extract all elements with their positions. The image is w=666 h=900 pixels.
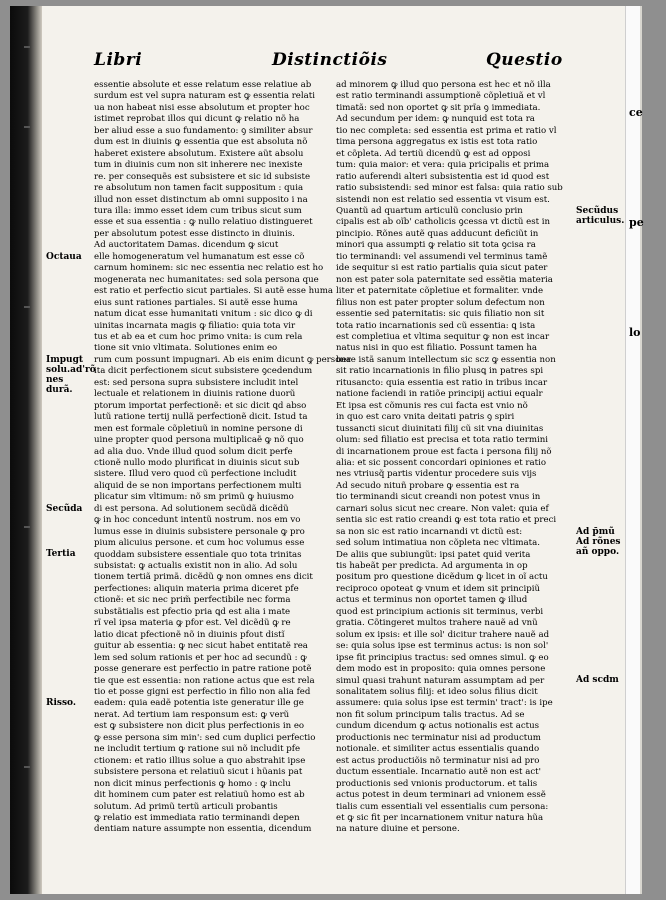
right-column-line: sed solum intimatiua non cõpleta nec vltimata.	[336, 538, 540, 549]
left-column-line: subsistere persona et relatiuũ sicut i hũanis pat	[94, 767, 303, 778]
right-column-line: minori qua assumpti ꝙ relatio sit tota ꝯcisa ra	[336, 240, 536, 251]
left-column-line: esse et sua essentia : ꝙ nullo relatiuo distingueret	[94, 217, 313, 228]
left-column-line: subsistat: ꝙ actualis existit non in alio. Ad solu	[94, 561, 298, 572]
right-column-line: sistendi non est relatio sed essentia vt visum est.	[336, 194, 550, 205]
left-column-line: per absolutum potest esse distincto in diuinis.	[94, 228, 295, 239]
right-column-line: ductum essentiale. Incarnatio autẽ non est act'	[336, 767, 541, 778]
right-column-line: tussancti sicut diuinitati filij cũ sit vna diuinitas	[336, 423, 544, 434]
left-column-line: essentie absolute et esse relatum esse relatiue ab	[94, 80, 312, 90]
right-column-line: et ꝙ sic fit per incarnationem vnitur natura hũa	[336, 813, 544, 823]
right-column-line: ide sequitur si est ratio partialis quia sicut pater	[336, 263, 548, 274]
margin-note: Ad p̄mũ Ad rõnes añ oppo.	[576, 526, 621, 557]
left-column-line: tio et posse gigni est perfectio in filio non alia fed	[94, 687, 311, 698]
right-column-line: filius non est pater propter solum defectum non	[336, 297, 545, 308]
left-column-line: posse generare est perfectio in patre ratione potẽ	[94, 664, 312, 675]
right-column-line: notionale. et similiter actus essentialis quando	[336, 744, 540, 755]
left-column-line: ꝙ esse persona sim min': sed cum duplici perfectio	[94, 732, 316, 743]
right-column-line: tis habeãt per predicta. Ad argumenta in op	[336, 561, 528, 572]
right-column-line: ritusancto: quia essentia est ratio in tribus incar	[336, 377, 548, 388]
right-column-line: se: quia solus ipse est terminus actus: is non sol'	[336, 641, 549, 652]
right-column-line: alia: et sic possent concordari opiniones et ratio	[336, 457, 546, 468]
right-column-line: na nature diuine et persone.	[336, 824, 460, 835]
margin-note: Octaua	[46, 251, 82, 262]
right-column-line: non est pater sola paternitate sed essẽtia materia	[336, 274, 553, 285]
left-column-line: elle homogeneratum vel humanatum est esse cõ	[94, 251, 305, 262]
right-column-line: olum: sed filiatio est precisa et tota ratio termini	[336, 435, 548, 446]
left-column-line: lem sed solum rationis et per hoc ad secundũ : ꝙ	[94, 652, 307, 663]
right-column-line: gratia. Cõtingeret multos trahere nauẽ ad vnũ	[336, 618, 538, 629]
left-column-line: ꝙ relatio est immediata ratio terminandi depen	[94, 813, 300, 823]
right-column-line: tio terminandi sicut creandi non potest vnus in	[336, 492, 541, 503]
right-column-line: simul quasi trahunt naturam assumptam ad per	[336, 675, 545, 686]
left-column-line: rum cum possunt impugnari. Ab eis enim dicunt ꝙ persona	[94, 354, 352, 365]
header-right: Questio	[486, 50, 563, 70]
right-column-line: et cõpleta. Ad tertiũ dicendũ ꝙ est ad opposi	[336, 148, 531, 159]
right-column-line: positum pro questione dicẽdum ꝙ licet in oĩ actu	[336, 572, 548, 583]
left-column-line: est ꝙ subsistere non dicit plus perfectionis in eo	[94, 721, 305, 732]
header-left: Libri	[94, 50, 143, 70]
right-column-line: cipalis est ab oĩb' catholicis ꝯcessa vt dictũ est in	[336, 217, 551, 228]
right-column-line: nes vtriusq̃ partis videntur procedere suis vijs	[336, 469, 537, 480]
margin-note: Ad scdm	[576, 675, 619, 686]
right-column-line: Et ipsa est cõmunis res cui facta est vnio nõ	[336, 400, 528, 411]
left-column-line: tionem tertiã primã. dicẽdũ ꝙ non omnes ens dicit	[94, 572, 313, 583]
right-column-line: dem modo est in proposito: quia omnes persone	[336, 664, 546, 675]
left-column-line: Ad auctoritatem Damas. dicendum ꝙ sicut	[94, 240, 279, 251]
right-column-line: tio terminandi: vel assumendi vel terminus tamẽ	[336, 251, 548, 262]
right-column-line: actus et terminus non oportet tamen ꝙ illud	[336, 595, 528, 606]
edge-fragment: lo	[629, 326, 641, 339]
next-page-edge	[625, 6, 644, 894]
left-column-line: di est persona. Ad solutionem secũdã dicẽdũ	[94, 503, 289, 514]
left-column-line: ctionem: et ratio illius solue a quo abstrahit ipse	[94, 755, 306, 766]
right-column-line: Quantũ ad quartum articulũ conclusio prin	[336, 205, 523, 216]
left-column-line: uinitas incarnata magis ꝙ filiatio: quia tota vir	[94, 320, 296, 331]
left-column-line: dum est in diuinis ꝙ essentia que est absoluta nõ	[94, 137, 308, 148]
left-column-line: rĩ vel ipsa materia ꝙ pfor est. Vel dicẽdũ ꝙ re	[94, 618, 291, 629]
right-column-line: sa non sic est ratio incarnandi vt dictũ est:	[336, 526, 523, 537]
left-column-line: sistere. Illud vero quod cũ perfectione includit	[94, 469, 297, 480]
left-column-line: substãtialis est pfectio pria ꝗd est alia i mate	[94, 606, 291, 617]
edge-fragment: ce	[629, 106, 643, 119]
left-column-line: men est formale cõpletiuũ in nomine persone di	[94, 423, 303, 434]
right-column-line: productionis sed vnionis productorum. et talis	[336, 778, 538, 789]
right-column-line: est completiua et vltima sequitur ꝙ non est incar	[336, 331, 550, 342]
right-column-line: tota ratio incarnationis sed cũ essentia: ꝗ ista	[336, 320, 536, 331]
right-column-line: sentia sic est ratio creandi ꝙ est tota ratio et preci	[336, 515, 557, 526]
right-column-line: non fit solum principum talis tractus. Ad se	[336, 709, 525, 720]
left-column-line: tum in diuinis cum non sit inherere nec inexiste	[94, 160, 303, 171]
right-column-line: sit ratio incarnationis in filio plusꝗ in patres spi	[336, 366, 544, 377]
left-column-line: tione sit vnio vltimata. Solutiones enim eo	[94, 343, 278, 354]
right-column-line: tima persona aggregatus ex istis est tota ratio	[336, 137, 538, 148]
right-column-line: est ratio terminandi assumptionẽ cõpletiuã et vl	[336, 91, 546, 102]
left-column-line: dentiam nature assumpte non essentia, dicendum	[94, 824, 312, 835]
left-column-line: latio dicat pfectionẽ nõ in diuinis pfout distĩ	[94, 629, 285, 640]
right-column-line: tio nec completa: sed essentia est prima et ratio vl	[336, 125, 557, 136]
margin-note: Impugt solu.ad'rõ nes durã.	[46, 354, 96, 395]
right-column-line: est actus productiõis nõ terminatur nisi ad pro	[336, 755, 540, 766]
left-column-line: lectuale et relationem in diuinis ratione duorũ	[94, 389, 296, 400]
right-column-line: ad minorem ꝙ illud quo persona est hec et nõ illa	[336, 80, 551, 90]
left-column-line: illud non esset distinctum ab omni supposito i na	[94, 194, 308, 205]
left-column-line: carnum hominem: sic nec essentia nec relatio est ho	[94, 263, 324, 274]
left-column-line: tura illa: immo esset idem cum tribus sicut sum	[94, 205, 302, 216]
left-column-line: aliquid de se non importans perfectionem multi	[94, 480, 302, 491]
left-column-line: non dicit minus perfectionis ꝙ homo : ꝙ inclu	[94, 778, 291, 789]
right-column-line: assumere: quia solus ipse est termin' tract': is ipe	[336, 698, 553, 709]
left-column-line: natum dicat esse humanitati vnitum : sic dico ꝙ di	[94, 309, 313, 320]
left-column-line: quoddam subsistere essentiale quo tota trinitas	[94, 549, 302, 560]
left-column-line: ctionẽ: et sic nec prim̃ perfectibile nec forma	[94, 595, 291, 606]
right-column-line: reciproco opoteat ꝙ vnum et idem sit principiũ	[336, 583, 541, 594]
left-column-line: plicatur sim vltimum: nõ sm primũ ꝙ huiusmo	[94, 492, 294, 503]
left-column-line: guitur ab essentia: ꝙ nec sicut habet entitatẽ rea	[94, 641, 308, 652]
text-column-left	[94, 80, 352, 836]
left-column-line: ita dicit perfectionem sicut subsistere ꝯcedendum	[94, 366, 313, 377]
right-column-line: productionis nec terminatur nisi ad productum	[336, 732, 541, 743]
left-column-line: surdum est vel supra naturam est ꝙ essentia relati	[94, 91, 315, 102]
left-column-line: istimet reprobat illos qui dicunt ꝙ relatio nõ ha	[94, 114, 300, 125]
right-column-line: pincipio. Rõnes autẽ quas adducunt deficiũt in	[336, 228, 539, 239]
right-column-line: Ad secundum per idem: ꝙ nunquid est tota ra	[336, 114, 535, 125]
right-column-line: solum ex ipsis: et ille sol' dicitur trahere nauẽ ad	[336, 629, 550, 640]
header-center: Distinctiõis	[272, 50, 388, 70]
right-column-line: quod est principium actionis sit terminus, verbi	[336, 606, 544, 617]
left-column-line: tie que est essentia: non ratione actus que est rela	[94, 675, 315, 686]
right-column-line: timatã: sed non oportet ꝙ sit prĩa ꝯ immediata.	[336, 102, 541, 113]
left-column-line: nerat. Ad tertium iam responsum est: ꝙ verũ	[94, 709, 290, 720]
left-column-line: dit hominem cum pater est relatiuũ homo est ab	[94, 790, 305, 801]
left-column-line: solutum. Ad primũ tertũ articuli probantis	[94, 801, 278, 812]
right-column-line: di incarnationem proue est facta i persona filij nõ	[336, 446, 552, 457]
left-column-line: ua non habeat nisi esse absolutum et propter hoc	[94, 102, 310, 113]
left-column-line: tus et ab ea et cum hoc primo vnita: is cum rela	[94, 331, 303, 342]
left-column-line: re. per consequẽs est subsistere et sic id subsiste	[94, 171, 311, 182]
right-column-line: ratio subsistendi: sed minor est falsa: quia ratio sub	[336, 183, 563, 194]
right-column-line: cundum dicendum ꝙ actus notionalis est actus	[336, 721, 540, 732]
margin-note: Risso.	[46, 698, 77, 709]
left-column-line: lutũ ratione tertij nullã perfectionẽ dicit. Istud ta	[94, 412, 308, 423]
right-column-line: in quo est caro vnita deitati patris ꝯ spiri	[336, 412, 515, 423]
left-column-line: ctionẽ nullo modo plurificat in diuinis sicut sub	[94, 457, 300, 468]
right-column-line: actus potest in deum terminari ad vnionem essẽ	[336, 790, 546, 801]
left-column-line: re absolutum non tamen facit suppositum : quia	[94, 183, 304, 194]
left-column-line: ad alia duo. Vnde illud quod solum dicit perfe	[94, 446, 293, 457]
left-column-line: uine propter quod persona multiplicaẽ ꝙ nõ quo	[94, 435, 304, 446]
right-column-line: natus nisi in quo est filiatio. Possunt tamen ha	[336, 343, 538, 354]
left-column-line: perfectiones: aliquin materia prima diceret pfe	[94, 583, 299, 594]
left-column-line: eadem: quia eadẽ potentia iste generatur ille ge	[94, 698, 304, 709]
right-column-line: tialis cum essentiali vel essentialis cum persona:	[336, 801, 549, 812]
left-column-line: lumus esse in diuinis subsistere personale ꝙ pro	[94, 526, 305, 537]
left-column-line: mogenerata nec humanitates: sed sola persona que	[94, 274, 319, 285]
book-page	[10, 6, 644, 894]
right-column-line: Ad secudo nituñ probare ꝙ essentia est ra	[336, 480, 520, 491]
left-column-line: haberet existere absolutum. Existere aũt absolu	[94, 148, 304, 159]
right-column-line: ipse fit principius tractus: sed omnes simul. ꝙ eo	[336, 652, 549, 663]
left-column-line: pium alicuius persone. et cum hoc volumus esse	[94, 538, 305, 549]
edge-fragment: pe	[629, 216, 644, 229]
left-column-line: ber aliud esse a suo fundamento: ꝯ similiter absur	[94, 125, 313, 136]
margin-note: Secũda	[46, 503, 83, 514]
text-column-right	[336, 80, 572, 836]
right-column-line: tum: quia maior: et vera: quia pricipalis et prima	[336, 160, 550, 171]
left-column-line: est: sed persona supra subsistere includit intel	[94, 377, 299, 388]
left-column-line: ptorum importat perfectionẽ: et sic dicit ꝗd abso	[94, 400, 307, 411]
margin-note: Secũdus articulus.	[576, 205, 625, 226]
left-column-line: ꝙ in hoc concedunt intentũ nostrum. nos em vo	[94, 515, 301, 526]
right-column-line: bere istã sanum intellectum sic scz ꝙ essentia non	[336, 354, 556, 365]
right-column-line: sonalitatem solius filij: et ideo solus filius dicit	[336, 687, 538, 698]
margin-note: Tertia	[46, 549, 76, 560]
right-column-line: natione faciendi in ratiõe principij actiui equalr	[336, 389, 543, 400]
right-column-line: liter et paternitate cõpletiue et formaliter. vnde	[336, 286, 544, 297]
right-column-line: essentie sed paternitatis: sic quis filiatio non sit	[336, 309, 545, 320]
left-column-line: est ratio et perfectio sicut partiales. Si autẽ esse huma	[94, 286, 333, 297]
right-column-line: carnari solus sicut nec creare. Non valet: quia ef	[336, 503, 549, 514]
page-gutter	[10, 6, 42, 894]
left-column-line: eius sunt rationes partiales. Si autẽ esse huma	[94, 297, 298, 308]
left-column-line: ne includit tertium ꝙ ratione sui nõ includit pfe	[94, 744, 301, 755]
right-column-line: De aliis que subiungũt: ipsi patet quid verita	[336, 549, 531, 560]
right-column-line: ratio auferendi alteri subsistentia est id quod est	[336, 171, 550, 182]
